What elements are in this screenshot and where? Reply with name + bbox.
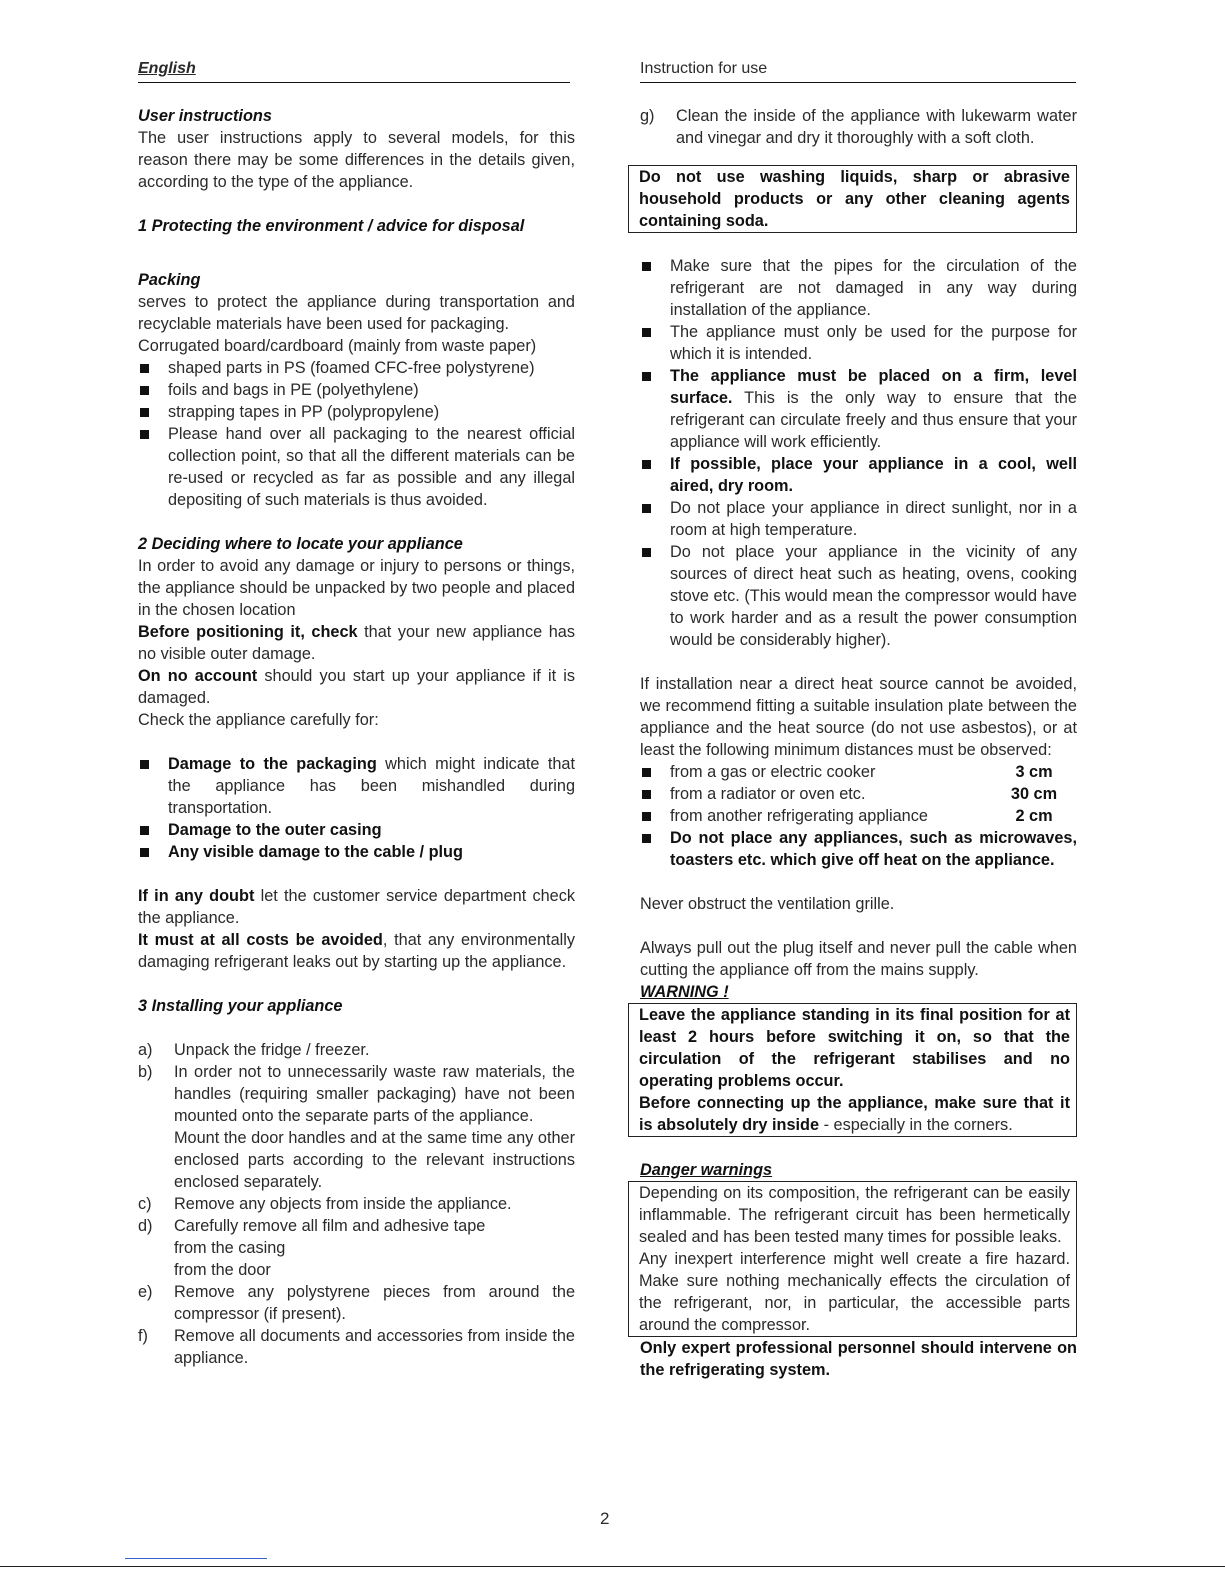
list-item: shaped parts in PS (foamed CFC-free polystyrene) bbox=[138, 357, 575, 379]
text: let the customer service department check the appliance. bbox=[138, 887, 575, 927]
text: which might indicate that the appliance has been mishandled during transportation. bbox=[168, 755, 575, 817]
user-instructions-text: The user instructions apply to several models, for this reason there may be some differences in the details given, according to the type of the appliance. bbox=[138, 129, 575, 191]
step-b bbox=[138, 1061, 575, 1193]
step-letter: c) bbox=[138, 1195, 152, 1213]
list-item bbox=[138, 819, 575, 841]
step-c bbox=[138, 1193, 575, 1215]
step-text: Carefully remove all film and adhesive tape from the casing from the door bbox=[174, 1217, 486, 1279]
bold-text: If possible, place your appliance in a cool, well aired, dry room. bbox=[670, 455, 1077, 495]
bold-text: Before positioning it, check bbox=[138, 623, 358, 641]
right-column bbox=[640, 58, 1077, 1381]
danger-box bbox=[628, 1181, 1077, 1337]
page-bottom-divider bbox=[0, 1566, 1225, 1567]
bold-text: Damage to the outer casing bbox=[168, 821, 382, 839]
distance-item bbox=[640, 783, 1077, 805]
bold-text: Do not place any appliances, such as microwaves, toasters etc. which give off heat on the appliance. bbox=[670, 829, 1077, 869]
distance-label: from a radiator or oven etc. bbox=[670, 785, 866, 803]
bold-text: Any visible damage to the cable / plug bbox=[168, 843, 463, 861]
bold-text: The appliance must be placed on a firm, level surface. bbox=[670, 367, 1077, 407]
step-letter: f) bbox=[138, 1327, 148, 1345]
distance-label: from a gas or electric cooker bbox=[670, 763, 876, 781]
step-g bbox=[640, 105, 1077, 149]
step-letter: d) bbox=[138, 1217, 153, 1235]
list-item: Please hand over all packaging to the nearest official collection point, so that all the different materials can be re-used or recycled as far as possible and any illegal depositing of such materials is thus avoided. bbox=[138, 423, 575, 511]
plug-text: Always pull out the plug itself and never pull the cable when cutting the appliance off from the mains supply. bbox=[640, 939, 1077, 979]
must-avoid-text bbox=[138, 929, 575, 973]
warning-box bbox=[628, 1003, 1077, 1137]
packing-text: serves to protect the appliance during transportation and recyclable materials have been used for packaging. bbox=[138, 293, 575, 333]
language-header: English bbox=[138, 58, 570, 83]
step-text: Remove any polystyrene pieces from around the compressor (if present). bbox=[174, 1283, 575, 1323]
text: - especially in the corners. bbox=[819, 1116, 1013, 1134]
list-item bbox=[640, 365, 1077, 453]
distance-value: 2 cm bbox=[1015, 807, 1053, 825]
text: that your new appliance has no visible outer damage. bbox=[138, 623, 575, 663]
step-letter: b) bbox=[138, 1063, 153, 1081]
list-item: strapping tapes in PP (polypropylene) bbox=[138, 401, 575, 423]
step-d bbox=[138, 1215, 575, 1281]
left-column bbox=[138, 58, 575, 1369]
text: Make sure that the pipes for the circulation of the refrigerant are not damaged in any way during installation of the appliance. bbox=[670, 257, 1077, 319]
list-item: foils and bags in PE (polyethylene) bbox=[138, 379, 575, 401]
installation-list bbox=[640, 255, 1077, 651]
install-text: If installation near a direct heat source cannot be avoided, we recommend fitting a suitable insulation plate between the appliance and the heat source (do not use asbestos), or at least the following minimum distances must be observed: bbox=[640, 675, 1077, 759]
step-text: Remove any objects from inside the appliance. bbox=[174, 1195, 512, 1213]
bold-text: Before connecting up the appliance, make sure that it is absolutely dry inside bbox=[639, 1094, 1070, 1134]
list-item bbox=[640, 497, 1077, 541]
on-no-account-text bbox=[138, 665, 575, 709]
text: The appliance must only be used for the purpose for which it is intended. bbox=[670, 323, 1077, 363]
bold-text: If in any doubt bbox=[138, 887, 255, 905]
text: , that any environmentally damaging refrigerant leaks out by starting up the appliance. bbox=[138, 931, 575, 971]
step-a bbox=[138, 1039, 575, 1061]
warning-text: Leave the appliance standing in its final position for at least 2 hours before switching it on, so that the circulation of the refrigerant stabilises and no operating problems occur. bbox=[639, 1006, 1070, 1090]
list-item bbox=[640, 453, 1077, 497]
distance-item bbox=[640, 761, 1077, 783]
distance-value: 3 cm bbox=[1015, 763, 1053, 781]
user-instructions-title: User instructions bbox=[138, 107, 272, 125]
packing-title: Packing bbox=[138, 271, 201, 289]
page-number: 2 bbox=[600, 1509, 610, 1528]
corrugated-text: Corrugated board/cardboard (mainly from waste paper) bbox=[138, 337, 537, 355]
packing-list bbox=[138, 357, 575, 511]
list-item bbox=[138, 841, 575, 863]
list-item bbox=[640, 827, 1077, 871]
danger-text: Depending on its composition, the refrigerant can be easily inflammable. The refrigerant circuit has been hermetically sealed and has been tested many times for possible leaks. bbox=[639, 1184, 1070, 1246]
distance-label: from another refrigerating appliance bbox=[670, 807, 928, 825]
step-text: In order not to unnecessarily waste raw materials, the handles (requiring smaller packaging) have not been mounted onto the separate parts of the appliance. Mount the door handles and at the same time any other enclosed parts according to the relevant instructions enclosed separately. bbox=[174, 1063, 575, 1191]
step-letter: a) bbox=[138, 1041, 153, 1059]
distance-value: 30 cm bbox=[1010, 785, 1058, 803]
list-item bbox=[138, 753, 575, 819]
bold-text: It must at all costs be avoided bbox=[138, 931, 383, 949]
warning-title: WARNING ! bbox=[640, 983, 729, 1001]
section-2-text: In order to avoid any damage or injury to persons or things, the appliance should be unpacked by two people and placed in the chosen location bbox=[138, 557, 575, 619]
bold-text: On no account bbox=[138, 667, 258, 685]
step-text: Remove all documents and accessories from inside the appliance. bbox=[174, 1327, 575, 1367]
section-1-title: 1 Protecting the environment / advice for disposal bbox=[138, 217, 525, 235]
warning-text: Do not use washing liquids, sharp or abrasive household products or any other cleaning agents containing soda. bbox=[639, 168, 1070, 230]
step-letter: e) bbox=[138, 1283, 153, 1301]
damage-list bbox=[138, 753, 575, 863]
step-f bbox=[138, 1325, 575, 1369]
expert-text: Only expert professional personnel should intervene on the refrigerating system. bbox=[640, 1339, 1077, 1379]
list-item bbox=[640, 321, 1077, 365]
text: should you start up your appliance if it is damaged. bbox=[138, 667, 575, 707]
link-underline bbox=[125, 1558, 267, 1559]
step-letter: g) bbox=[640, 107, 655, 125]
bold-text: Damage to the packaging bbox=[168, 755, 377, 773]
distance-item bbox=[640, 805, 1077, 827]
warning-text bbox=[639, 1092, 1070, 1136]
text: Do not place your appliance in the vicinity of any sources of direct heat such as heating, ovens, cooking stove etc. (This would mean the compressor would have to work harder and as a result the power consumption would be considerably higher). bbox=[670, 543, 1077, 649]
document-header: Instruction for use bbox=[640, 58, 1076, 83]
section-2-title: 2 Deciding where to locate your appliance bbox=[138, 535, 463, 553]
text: Do not place your appliance in direct sunlight, nor in a room at high temperature. bbox=[670, 499, 1077, 539]
list-item bbox=[640, 255, 1077, 321]
step-text: Unpack the fridge / freezer. bbox=[174, 1041, 370, 1059]
step-e bbox=[138, 1281, 575, 1325]
step-text: Clean the inside of the appliance with lukewarm water and vinegar and dry it thoroughly with a soft cloth. bbox=[676, 107, 1077, 147]
check-text: Check the appliance carefully for: bbox=[138, 711, 379, 729]
danger-text: Any inexpert interference might well create a fire hazard. Make sure nothing mechanically effects the circulation of the refrigerant, nor, in particular, the accessible parts around the compressor. bbox=[639, 1250, 1070, 1334]
before-positioning-text bbox=[138, 621, 575, 665]
list-item bbox=[640, 541, 1077, 651]
section-3-title: 3 Installing your appliance bbox=[138, 997, 343, 1015]
ventilation-text: Never obstruct the ventilation grille. bbox=[640, 895, 895, 913]
danger-warnings-title: Danger warnings bbox=[640, 1161, 773, 1179]
distances-list bbox=[640, 761, 1077, 871]
doubt-text bbox=[138, 885, 575, 929]
text: This is the only way to ensure that the refrigerant can circulate freely and thus ensure that your appliance will work efficiently. bbox=[670, 389, 1077, 451]
cleaning-warning-box bbox=[628, 165, 1077, 233]
